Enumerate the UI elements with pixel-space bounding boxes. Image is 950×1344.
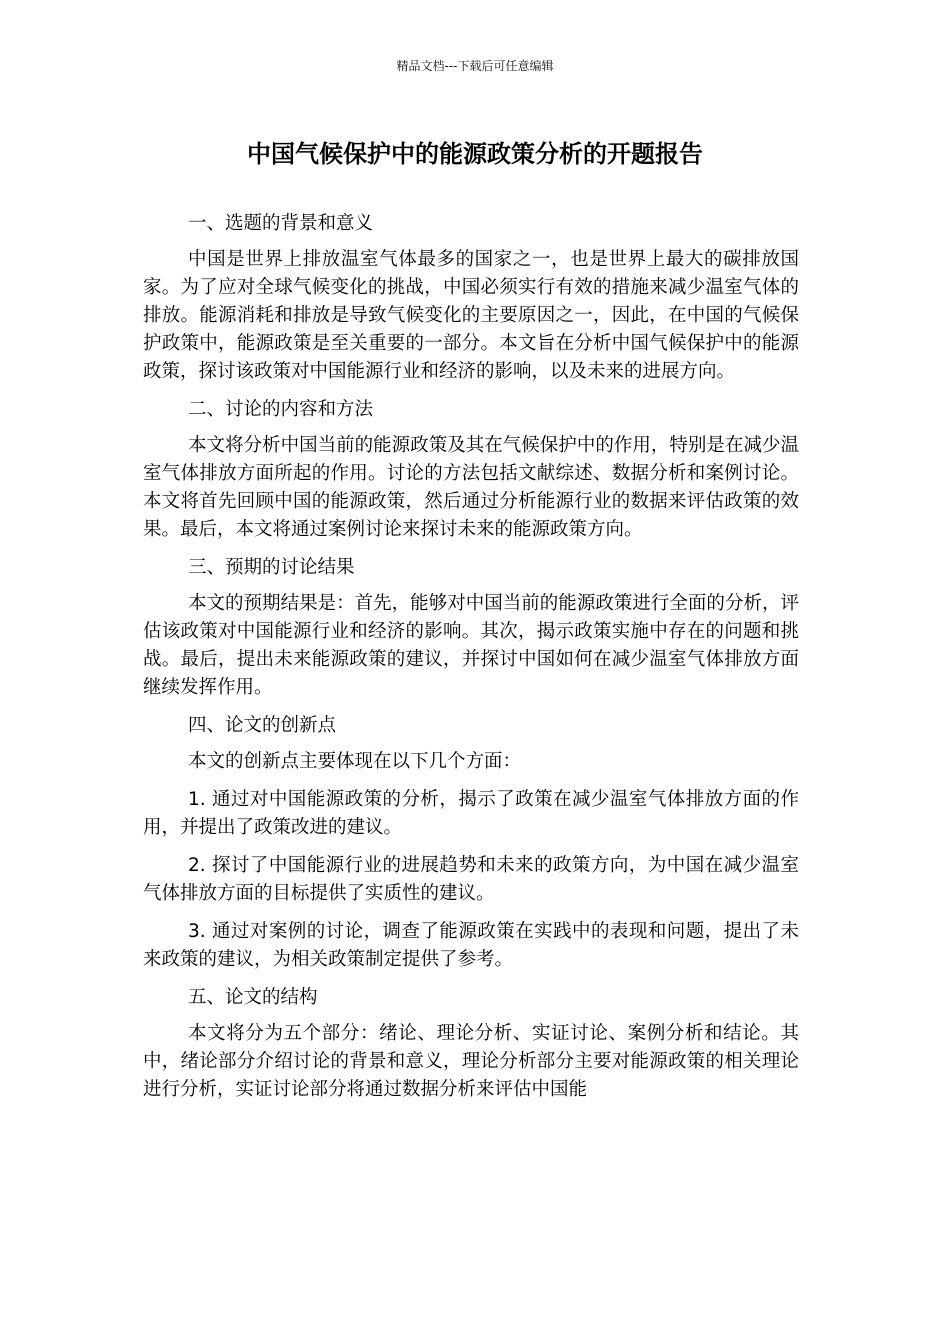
- section-heading-expected-results: 三、预期的讨论结果: [188, 557, 355, 578]
- paragraph-expected-results: 本文的预期结果是：首先，能够对中国当前的能源政策进行全面的分析，评估该政策对中国能源行业和经济的影响。其次，揭示政策实施中存在的问题和挑战。最后，提出未来能源政策的建议，并探讨中国如何在减少温室气体排放方面继续发挥作用。: [143, 593, 799, 698]
- section-heading-structure: 五、论文的结构: [188, 987, 318, 1008]
- paragraph-structure: 本文将分为五个部分：绪论、理论分析、实证讨论、案例分析和结论。其中，绪论部分介绍讨论的背景和意义，理论分析部分主要对能源政策的相关理论进行分析，实证讨论部分将通过数据分析来评估中国能: [143, 1023, 799, 1100]
- page-header: 精品文档---下载后可任意编辑: [396, 59, 554, 73]
- paragraph-content-method: 本文将分析中国当前的能源政策及其在气候保护中的作用，特别是在减少温室气体排放方面所起的作用。讨论的方法包括文献综述、数据分析和案例讨论。本文将首先回顾中国的能源政策，然后通过分析能源行业的数据来评估政策的效果。最后，本文将通过案例讨论来探讨未来的能源政策方向。: [143, 435, 799, 540]
- document-title: 中国气候保护中的能源政策分析的开题报告: [247, 140, 703, 168]
- section-heading-innovation: 四、论文的创新点: [188, 715, 337, 736]
- list-item-innovation-2: 2. 探讨了中国能源行业的进展趋势和未来的政策方向，为中国在减少温室气体排放方面的目标提供了实质性的建议。: [143, 855, 799, 904]
- paragraph-background: 中国是世界上排放温室气体最多的国家之一，也是世界上最大的碳排放国家。为了应对全球气候变化的挑战，中国必须实行有效的措施来减少温室气体的排放。能源消耗和排放是导致气候变化的主要原因之一，因此，在中国的气候保护政策中，能源政策是至关重要的一部分。本文旨在分析中国气候保护中的能源政策，探讨该政策对中国能源行业和经济的影响，以及未来的进展方向。: [143, 249, 799, 382]
- list-item-innovation-1: 1. 通过对中国能源政策的分析，揭示了政策在减少温室气体排放方面的作用，并提出了政策改进的建议。: [143, 789, 799, 838]
- list-item-innovation-3: 3. 通过对案例的讨论，调查了能源政策在实践中的表现和问题，提出了未来政策的建议，为相关政策制定提供了参考。: [143, 921, 799, 970]
- section-heading-background: 一、选题的背景和意义: [188, 213, 374, 234]
- document-body: [143, 210, 799, 1114]
- section-heading-content-method: 二、讨论的内容和方法: [188, 399, 374, 420]
- paragraph-innovation-intro: 本文的创新点主要体现在以下几个方面：: [188, 751, 522, 772]
